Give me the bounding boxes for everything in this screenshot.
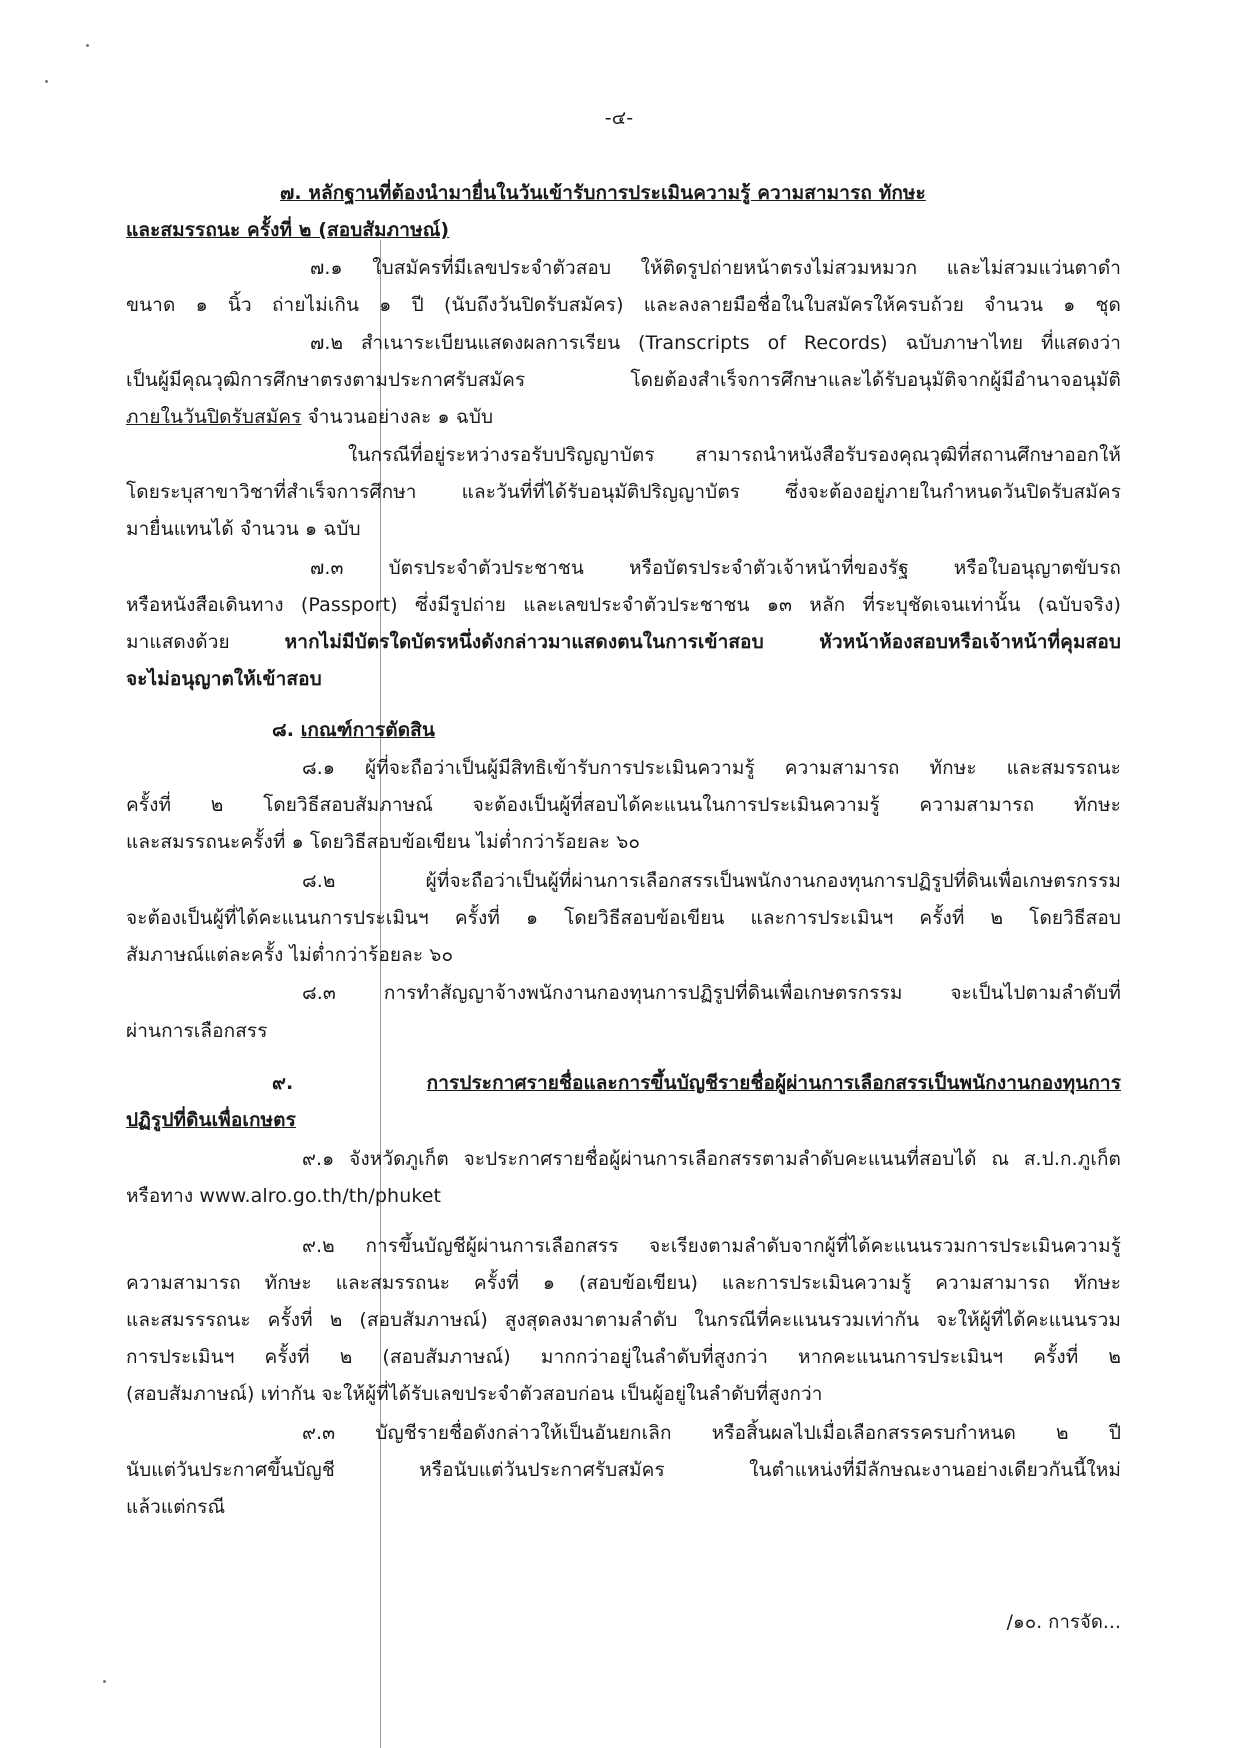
item-9-3-line2: นับแต่วันประกาศขึ้นบัญชี หรือนับแต่วันประกาศรับสมัคร ในตำแหน่งที่มีลักษณะงานอย่างเดียวกันนี้ใหม่ [126,1459,1121,1481]
item-7-3-line2: หรือหนังสือเดินทาง (Passport) ซึ่งมีรูปถ่าย และเลขประจำตัวประชาชน ๑๓ หลัก ที่ระบุชัดเจนเท่านั้น (ฉบับจริง) [126,594,1121,616]
item-9-2-line4: การประเมินฯ ครั้งที่ ๒ (สอบสัมภาษณ์) มากกว่าอยู่ในลำดับที่สูงกว่า หากคะแนนการประเมินฯ ครั้งที่ ๒ [126,1346,1121,1368]
item-8-3-line1: ๘.๓ การทำสัญญาจ้างพนักงานกองทุนการปฏิรูปที่ดินเพื่อเกษตรกรรม จะเป็นไปตามลำดับที่ [302,982,1121,1004]
scan-speck [45,80,48,83]
item-9-2-line5: (สอบสัมภาษณ์) เท่ากัน จะให้ผู้ที่ได้รับเลขประจำตัวสอบก่อน เป็นผู้อยู่ในลำดับที่สูงกว่า [126,1383,823,1405]
item-7-3-line3: มาแสดงด้วย หากไม่มีบัตรใดบัตรหนึ่งดังกล่าวมาแสดงตนในการเข้าสอบ หัวหน้าห้องสอบหรือเจ้าหน้าที่คุมสอบ [126,631,1121,653]
item-7-2-line3: ภายในวันปิดรับสมัคร จำนวนอย่างละ ๑ ฉบับ [126,406,494,428]
item-8-1-line3: และสมรรถนะครั้งที่ ๑ โดยวิธีสอบข้อเขียน ไม่ต่ำกว่าร้อยละ ๖๐ [126,831,641,853]
item-7-3-line4: จะไม่อนุญาตให้เข้าสอบ [126,668,322,690]
item-9-3-line1: ๙.๓ บัญชีรายชื่อดังกล่าวให้เป็นอันยกเลิก หรือสิ้นผลไปเมื่อเลือกสรรครบกำหนด ๒ ปี [302,1422,1121,1444]
item-8-1-line1: ๘.๑ ผู้ที่จะถือว่าเป็นผู้มีสิทธิเข้ารับการประเมินความรู้ ความสามารถ ทักษะ และสมรรถนะ [302,757,1121,779]
section-7-heading-cont: และสมรรถนะ ครั้งที่ ๒ (สอบสัมภาษณ์) [126,219,450,241]
item-9-3-line3: แล้วแต่กรณี [126,1496,226,1518]
item-9-2-line1: ๙.๒ การขึ้นบัญชีผู้ผ่านการเลือกสรร จะเรียงตามลำดับจากผู้ที่ได้คะแนนรวมการประเมินความรู้ [302,1235,1121,1257]
item-9-2-line3: และสมรรรถนะ ครั้งที่ ๒ (สอบสัมภาษณ์) สูงสุดลงมาตามลำดับ ในกรณีที่คะแนนรวมเท่ากัน จะให้ผู้ที่ได้คะแนนรวม [126,1309,1121,1331]
item-7-1-line1: ๗.๑ ใบสมัครที่มีเลขประจำตัวสอบ ให้ติดรูปถ่ายหน้าตรงไม่สวมหมวก และไม่สวมแว่นตาดำ [310,257,1121,279]
next-page-reference: /๑๐. การจัด... [1006,1612,1121,1633]
item-8-3-line2: ผ่านการเลือกสรร [126,1020,268,1042]
item-8-2-line1: ๘.๒ ผู้ที่จะถือว่าเป็นผู้ที่ผ่านการเลือกสรรเป็นพนักงานกองทุนการปฏิรูปที่ดินเพื่อเกษตรกรรม [302,870,1121,892]
item-9-2-line2: ความสามารถ ทักษะ และสมรรถนะ ครั้งที่ ๑ (สอบข้อเขียน) และการประเมินความรู้ ความสามารถ ทักษะ [126,1272,1121,1294]
section-7-heading: ๗. หลักฐานที่ต้องนำมายื่นในวันเข้ารับการประเมินความรู้ ความสามารถ ทักษะ [280,182,926,204]
item-9-1-line1: ๙.๑ จังหวัดภูเก็ต จะประกาศรายชื่อผู้ผ่านการเลือกสรรตามลำดับคะแนนที่สอบได้ ณ ส.ป.ก.ภูเก็ต [302,1148,1121,1170]
item-7-2-line2: เป็นผู้มีคุณวุฒิการศึกษาตรงตามประกาศรับสมัคร โดยต้องสำเร็จการศึกษาและได้รับอนุมัติจากผู้มีอำนาจอนุมัติ [126,369,1121,391]
item-8-1-line2: ครั้งที่ ๒ โดยวิธีสอบสัมภาษณ์ จะต้องเป็นผู้ที่สอบได้คะแนนในการประเมินความรู้ ความสามารถ ทักษะ [126,794,1121,816]
scan-speck [103,1680,106,1683]
scan-speck [86,44,89,47]
item-7-2-note-line2: โดยระบุสาขาวิชาที่สำเร็จการศึกษา และวันที่ที่ได้รับอนุมัติปริญญาบัตร ซึ่งจะต้องอยู่ภายในกำหนดวันปิดรับสมัคร [126,481,1121,503]
item-7-1-line2: ขนาด ๑ นิ้ว ถ่ายไม่เกิน ๑ ปี (นับถึงวันปิดรับสมัคร) และลงลายมือชื่อในใบสมัครให้ครบถ้วย จำนวน ๑ ชุด [126,294,1121,316]
item-7-2-note-line3: มายื่นแทนได้ จำนวน ๑ ฉบับ [126,518,361,540]
section-9-heading-cont: ปฏิรูปที่ดินเพื่อเกษตร [126,1109,296,1131]
section-9-heading: ๙. การประกาศรายชื่อและการขึ้นบัญชีรายชื่อผู้ผ่านการเลือกสรรเป็นพนักงานกองทุนการ [272,1072,1121,1094]
item-7-3-line1: ๗.๓ บัตรประจำตัวประชาชน หรือบัตรประจำตัวเจ้าหน้าที่ของรัฐ หรือใบอนุญาตขับรถ [310,557,1121,579]
section-8-heading: ๘. เกณฑ์การตัดสิน [272,719,435,741]
page-number: -๔- [604,107,634,129]
item-7-2-note-line1: ในกรณีที่อยู่ระหว่างรอรับปริญญาบัตร สามารถนำหนังสือรับรองคุณวุฒิที่สถานศึกษาออกให้ [348,444,1121,466]
item-8-2-line2: จะต้องเป็นผู้ที่ได้คะแนนการประเมินฯ ครั้งที่ ๑ โดยวิธีสอบข้อเขียน และการประเมินฯ ครั้งที่ ๒ โดยวิธีสอบ [126,907,1121,929]
item-7-2-line1: ๗.๒ สำเนาระเบียนแสดงผลการเรียน (Transcripts of Records) ฉบับภาษาไทย ที่แสดงว่า [310,332,1121,354]
item-9-1-line2: หรือทาง www.alro.go.th/th/phuket [126,1185,442,1207]
item-8-2-line3: สัมภาษณ์แต่ละครั้ง ไม่ต่ำกว่าร้อยละ ๖๐ [126,944,454,966]
